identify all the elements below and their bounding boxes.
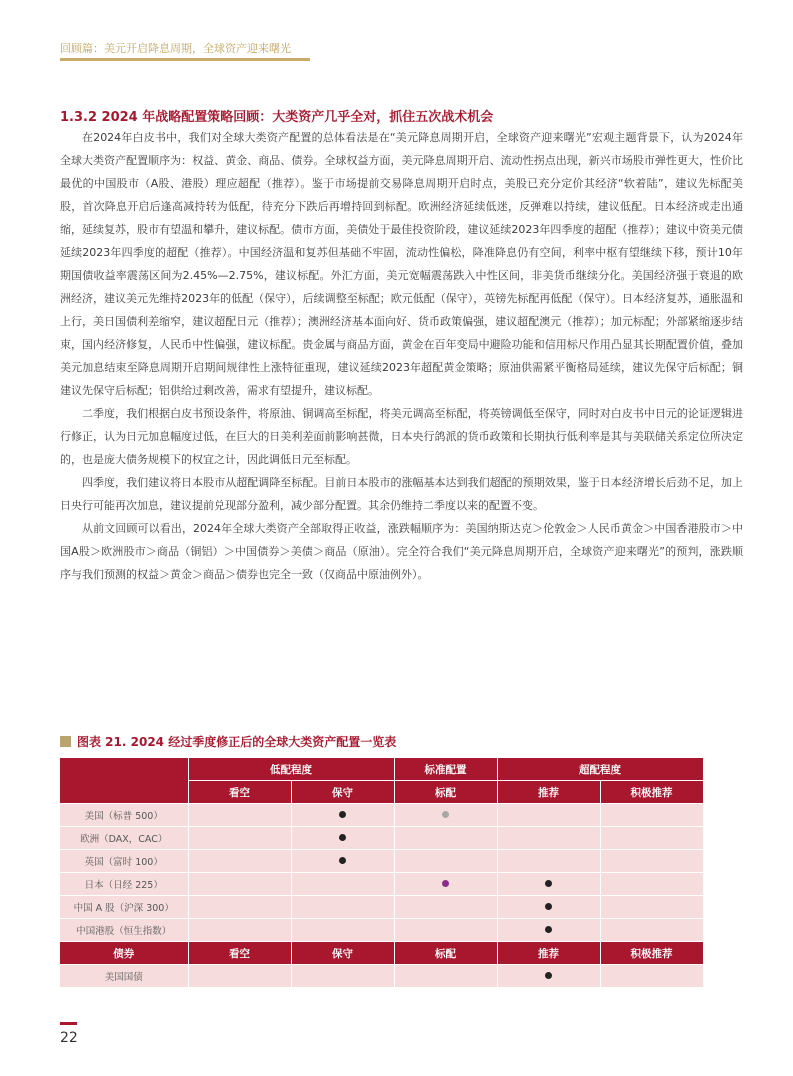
column-header: 推荐 [497,942,600,965]
column-header: 积极推荐 [600,942,703,965]
allocation-dot-icon [442,880,449,887]
table-cell [600,827,703,850]
table-cell [394,827,497,850]
group-header-standard: 标准配置 [394,758,497,781]
paragraph-3: 四季度，我们建议将日本股市从超配调降至标配。目前日本股市的涨幅基本达到我们超配的预期效果，鉴于日本经济增长后劲不足，加上日央行可能再次加息，建议提前兑现部分盈利，减少部分配置。其余仍维持二季度以来的配置不变。 [60,476,743,512]
table-cell [188,827,291,850]
table-cell [291,804,394,827]
table-cell [291,873,394,896]
column-header: 看空 [188,942,291,965]
table-corner-cell [60,758,188,804]
paragraph-2: 二季度，我们根据白皮书预设条件，将原油、铜调高至标配，将美元调高至标配，将英镑调低至保守，同时对白皮书中日元的论证逻辑进行修正，认为日元加息幅度过低，在巨大的日美利差面前影响甚微，日本央行鸽派的货币政策和长期执行低利率是其与美联储关系定位所决定的，也是庞大债务规模下的权宜之计，因此调低日元至标配。 [60,407,743,466]
bond-rows [60,965,703,988]
column-header: 推荐 [497,781,600,804]
table-cell [497,873,600,896]
allocation-dot-icon [545,880,552,887]
section-title: 1.3.2 2024 年战略配置策略回顾：大类资产几乎全对，抓住五次战术机会 [60,110,494,125]
table-cell [291,896,394,919]
table-cell [497,919,600,942]
allocation-dot-icon [339,834,346,841]
table-cell [497,827,600,850]
table-cell [600,896,703,919]
table-cell [600,965,703,988]
bond-header-row [60,942,703,965]
column-header: 积极推荐 [600,781,703,804]
row-label: 美国（标普 500） [60,804,188,827]
table-cell [188,919,291,942]
table-row [60,965,703,988]
paragraph-1: 在2024年白皮书中，我们对全球大类资产配置的总体看法是在“美元降息周期开启，全球资产迎来曙光”宏观主题背景下，认为2024年全球大类资产配置顺序为：权益、黄金、商品、债券。全球权益方面，美元降息周期开启、流动性拐点出现，新兴市场股市弹性更大，性价比最优的中国股市（A股、港股）理应超配（推荐）。鉴于市场提前交易降息周期开启时点，美股已充分定价其经济“软着陆”，建议先标配美股，首次降息开启后逢高减持转为低配，待充分下跌后再增持回到标配。欧洲经济延续低迷，反弹难以持续，建议低配。日本经济或走出通缩，延续复苏，股市有望温和攀升，建议标配。债市方面，美债处于最佳投资阶段，建议延续2023年四季度的超配（推荐）；建议中资美元债延续2023年四季度的超配（推荐）。中国经济温和复苏但基础不牢固，流动性偏松，降准降息仍有空间，利率中枢有望继续下移，预计10年期国债收益率震荡区间为2.45%—2.75%，建议标配。外汇方面，美元宽幅震荡跌入中性区间，非美货币继续分化。美国经济强于衰退的欧洲经济，建议美元先维持2023年的低配（保守），后续调整至标配；欧元低配（保守），英镑先标配再低配（保守）。日本经济复苏，通胀温和上行，美日国债利差缩窄，建议超配日元（推荐）；澳洲经济基本面向好、货币政策偏强，建议超配澳元（推荐）；加元标配；外部紧缩逐步结束，国内经济修复，人民币中性偏强，建议标配。贵金属与商品方面，黄金在百年变局中避险功能和信用标尺作用凸显其长期配置价值，叠加美元加息结束至降息周期开启期间规律性上涨特征重现，建议延续2023年超配黄金策略；原油供需紧平衡格局延续，建议先保守后标配；铜建议先保守后标配；铝供给过剩改善，需求有望提升，建议标配。 [60,131,743,397]
table-cell [394,873,497,896]
table-cell [188,804,291,827]
column-header: 看空 [188,781,291,804]
table-cell [600,804,703,827]
column-header: 保守 [291,942,394,965]
table-cell [497,896,600,919]
figure-marker-icon [60,736,71,747]
paragraph-4: 从前文回顾可以看出，2024年全球大类资产全部取得正收益，涨跌幅顺序为：美国纳斯达克＞伦敦金＞人民币黄金＞中国香港股市＞中国A股＞欧洲股市＞商品（铜铝）＞中国债券＞美债＞商品（原油）。完全符合我们“美元降息周期开启，全球资产迎来曙光”的预判，涨跌顺序与我们预测的权益＞黄金＞商品＞债券也完全一致（仅商品中原油例外）。 [60,522,743,581]
table-group-header-row [60,758,703,781]
table-cell [188,896,291,919]
table-cell [188,850,291,873]
table-cell [600,919,703,942]
table-row [60,850,703,873]
table-cell [291,965,394,988]
page-number: 22 [60,1030,78,1046]
column-header: 保守 [291,781,394,804]
page-number-rule [60,1022,77,1025]
group-header-low: 低配程度 [188,758,394,781]
table-cell [291,919,394,942]
row-label: 欧洲（DAX，CAC） [60,827,188,850]
running-header: 回顾篇：美元开启降息周期，全球资产迎来曙光 [60,42,291,55]
row-label: 英国（富时 100） [60,850,188,873]
allocation-dot-icon [545,926,552,933]
column-header: 标配 [394,781,497,804]
body-text [60,126,743,586]
table-row [60,804,703,827]
table-cell [600,850,703,873]
row-label: 美国国债 [60,965,188,988]
table-cell [394,919,497,942]
table-cell [188,873,291,896]
table-cell [497,804,600,827]
bond-header-label: 债券 [60,942,188,965]
table-cell [394,965,497,988]
group-header-over: 超配程度 [497,758,703,781]
table-row [60,896,703,919]
table-cell [291,827,394,850]
row-label: 中国 A 股（沪深 300） [60,896,188,919]
row-label: 中国港股（恒生指数） [60,919,188,942]
table-cell [394,896,497,919]
allocation-dot-icon [339,857,346,864]
table-cell [394,850,497,873]
table-cell [497,850,600,873]
header-rule [60,58,310,61]
table-cell [291,850,394,873]
figure-title-text: 图表 21. 2024 经过季度修正后的全球大类资产配置一览表 [77,735,397,749]
table-row [60,827,703,850]
table-row [60,873,703,896]
allocation-dot-icon [545,972,552,979]
allocation-table [60,758,704,988]
equity-rows [60,804,703,942]
table-row [60,919,703,942]
allocation-dot-icon [545,903,552,910]
table-cell [188,965,291,988]
table-cell [600,873,703,896]
row-label: 日本（日经 225） [60,873,188,896]
table-cell [394,804,497,827]
allocation-dot-icon [442,811,449,818]
column-header: 标配 [394,942,497,965]
table-cell [497,965,600,988]
allocation-dot-icon [339,811,346,818]
figure-title [60,733,396,750]
